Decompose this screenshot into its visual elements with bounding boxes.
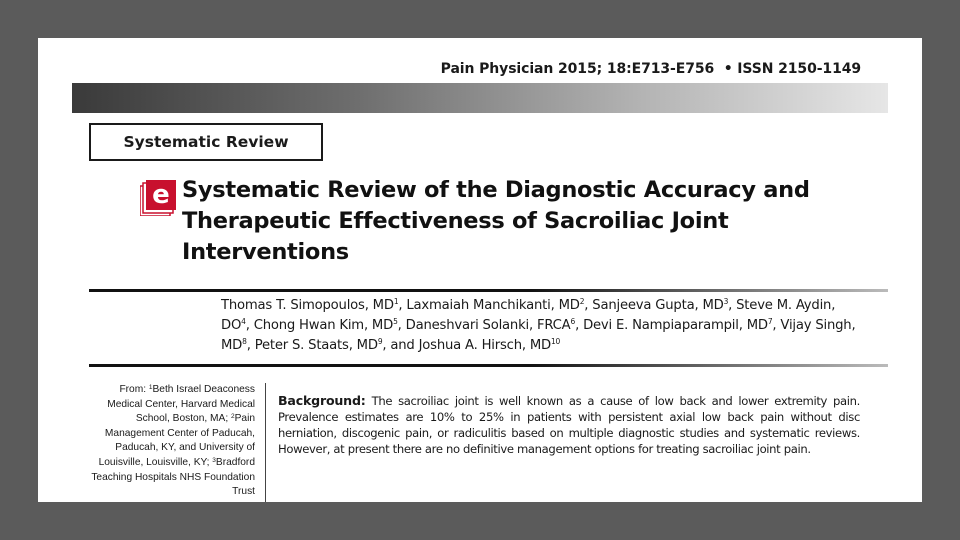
author-list (221, 296, 861, 356)
author-separator: , (246, 338, 255, 353)
affiliation-number: 3 (212, 456, 216, 464)
author-entry (255, 338, 419, 353)
author-name: Daneshvari Solanki, FRCA (405, 318, 571, 333)
authors-top-rule (89, 289, 888, 292)
author-separator: , (245, 318, 254, 333)
article-type-box (89, 123, 323, 161)
author-name: Steve M. Aydin, DO (221, 298, 836, 333)
author-entry (221, 298, 406, 313)
author-name: Peter S. Staats, MD (254, 338, 378, 353)
author-name: Sanjeeva Gupta, MD (592, 298, 724, 313)
authors-bottom-rule (89, 364, 888, 367)
column-divider (265, 383, 266, 502)
e-icon-letter: e (152, 180, 170, 210)
journal-citation-line (38, 61, 861, 77)
author-entry (419, 338, 561, 353)
author-entry (592, 298, 736, 313)
author-entry (254, 318, 406, 333)
abstract-body: The sacroiliac joint is well known as a cause of low back and lower extremity pain. Prevalence estimates are 10% to 25% in patients with persistent axial low back pain without disc herniation, discogenic pain, or radiculitis based on multiple diagnostic studies and systematic reviews. However, at present there are no definitive management options for treating sacroiliac joint pain. (278, 394, 860, 456)
author-entry (406, 298, 592, 313)
journal-citation: Pain Physician 2015; 18:E713-E756 (440, 61, 715, 77)
author-separator: , (398, 298, 407, 313)
article-page (38, 38, 922, 502)
author-name: Thomas T. Simopoulos, MD (221, 298, 394, 313)
author-name: Vijay Singh, MD (221, 318, 856, 353)
author-affiliation-number: 6 (570, 317, 576, 326)
author-name: Devi E. Nampiaparampil, MD (583, 318, 768, 333)
author-name: Chong Hwan Kim, MD (253, 318, 394, 333)
abstract-text (278, 393, 860, 457)
author-affiliation-number: 3 (723, 297, 729, 306)
affiliations-lead: From: (119, 384, 149, 395)
author-separator: , (397, 318, 406, 333)
author-affiliation-number: 4 (241, 317, 246, 326)
affiliation-text: Beth Israel Deaconess Medical Center, Harvard Medical School, Boston, MA; (107, 384, 255, 425)
author-separator: , (584, 298, 593, 313)
author-entry (406, 318, 583, 333)
affiliations-column (88, 383, 255, 500)
author-name: Joshua A. Hirsch, MD (418, 338, 551, 353)
author-affiliation-number: 9 (377, 337, 383, 346)
author-affiliation-number: 8 (242, 337, 247, 346)
author-separator: , (575, 318, 584, 333)
author-affiliation-number: 5 (393, 317, 398, 326)
affiliation-text: Pain Management Center of Paducah, Paducah, KY, and University of Louisville, Louisville, KY; (98, 413, 255, 468)
article-type-label: Systematic Review (123, 133, 289, 151)
author-affiliation-number: 10 (550, 337, 561, 346)
author-affiliation-number: 2 (579, 297, 585, 306)
journal-issn: • ISSN 2150-1149 (723, 61, 861, 77)
e-publication-icon (140, 180, 176, 216)
author-name: Laxmaiah Manchikanti, MD (406, 298, 580, 313)
author-separator: , and (382, 338, 419, 353)
author-separator: , (772, 318, 781, 333)
author-entry (583, 318, 780, 333)
abstract-heading: Background: (278, 393, 366, 408)
author-affiliation-number: 1 (393, 297, 399, 306)
affiliation-number: 1 (148, 384, 153, 391)
affiliation-text: Bradford Teaching Hospitals NHS Foundation Trust (91, 456, 255, 498)
header-gradient-bar (72, 83, 888, 113)
author-affiliation-number: 7 (767, 317, 773, 326)
article-title: Systematic Review of the Diagnostic Accuracy and Therapeutic Effectiveness of Sacroiliac Joint Interventions (182, 177, 810, 265)
affiliation-number: 2 (230, 413, 235, 421)
author-separator: , (728, 298, 737, 313)
